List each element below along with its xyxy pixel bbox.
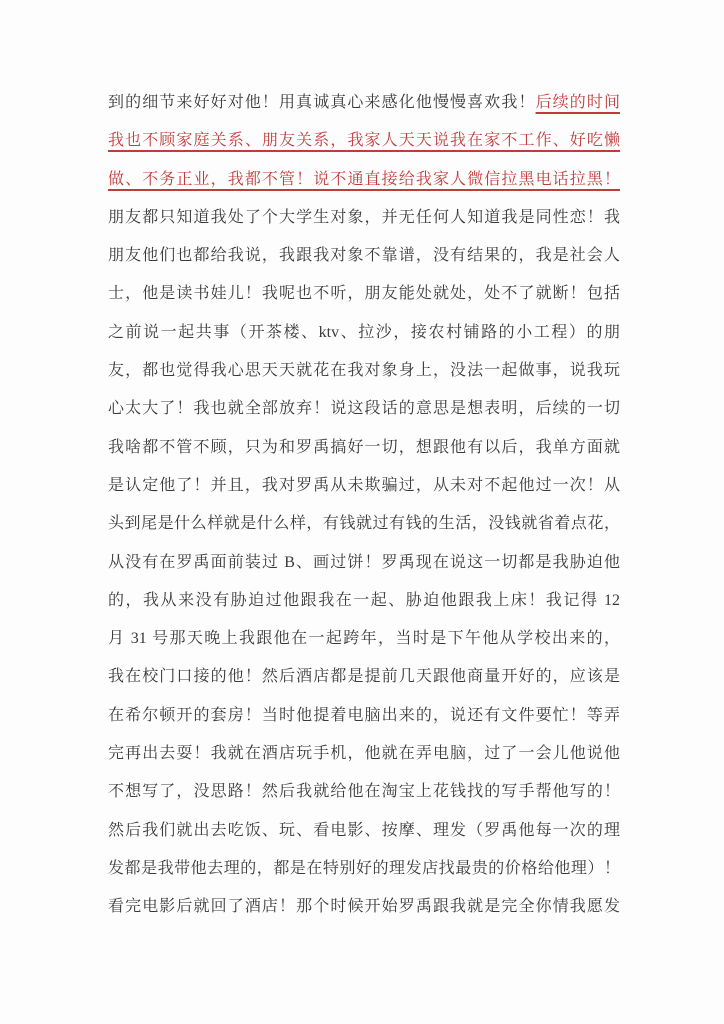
paragraph-text-segment: 从没有在罗禹面前装过 B、画过饼！罗禹现在说这一切都是我胁迫他 (108, 553, 620, 571)
text-line (108, 84, 620, 122)
text-line (108, 390, 620, 428)
text-line (108, 658, 620, 696)
paragraph-text-segment: 看完电影后就回了酒店！那个时候开始罗禹跟我就是完全你情我愿发 (108, 898, 620, 916)
text-line (108, 429, 620, 467)
text-line (108, 275, 620, 313)
highlighted-text-segment: 后续的时间 (535, 94, 620, 111)
paragraph-text-segment: 之前说一起共事（开茶楼、ktv、拉沙，接农村铺路的小工程）的朋 (108, 323, 620, 341)
paragraph-text-segment: 月 31 号那天晚上我跟他在一起跨年，当时是下午他从学校出来的， (108, 630, 620, 648)
paragraph-text-segment: 是认定他了！并且，我对罗禹从未欺骗过，从未对不起他过一次！从 (108, 476, 620, 494)
paragraph-text-segment: 的，我从来没有胁迫过他跟我在一起、胁迫他跟我上床！我记得 12 (108, 591, 620, 609)
highlighted-text-segment: 我也不顾家庭关系、朋友关系，我家人天天说我在家不工作、好吃懒 (108, 132, 620, 150)
paragraph-text-segment: 头到尾是什么样就是什么样，有钱就过有钱的生活，没钱就省着点花， (108, 515, 620, 533)
text-line (108, 122, 620, 160)
text-line (108, 237, 620, 275)
text-line (108, 314, 620, 352)
paragraph-text-segment: 在希尔顿开的套房！当时他提着电脑出来的，说还有文件要忙！等弄 (108, 706, 620, 724)
paragraph-text-segment: 心太大了！我也就全部放弃！说这段话的意思是想表明，后续的一切 (108, 400, 620, 418)
paragraph-text-segment: 友，都也觉得我心思天天就花在我对象身上，没法一起做事，说我玩 (108, 362, 620, 380)
paragraph-text-segment: 发都是我带他去理的，都是在特别好的理发店找最贵的价格给他理）！ (108, 859, 620, 877)
paragraph-text (108, 84, 620, 927)
text-line (108, 888, 620, 926)
text-line (108, 735, 620, 773)
highlighted-text-segment: 做、不务正业，我都不管！说不通直接给我家人微信拉黑电话拉黑！ (108, 170, 620, 188)
paragraph-text-segment: 朋友他们也都给我说，我跟我对象不靠谱，没有结果的，我是社会人 (108, 247, 620, 265)
text-line (108, 773, 620, 811)
text-line (108, 467, 620, 505)
text-line (108, 505, 620, 543)
paragraph-text-segment: 然后我们就出去吃饭、玩、看电影、按摩、理发（罗禹他每一次的理 (108, 821, 620, 839)
text-line (108, 161, 620, 199)
paragraph-text-segment: 完再出去耍！我就在酒店玩手机，他就在弄电脑，过了一会儿他说他 (108, 745, 620, 763)
paragraph-text-segment: 朋友都只知道我处了个大学生对象，并无任何人知道我是同性恋！我 (108, 208, 620, 226)
text-line (108, 352, 620, 390)
paragraph-text-segment: 士，他是读书娃儿！我呢也不听，朋友能处就处，处不了就断！包括 (108, 285, 620, 303)
paragraph-text-segment: 不想写了，没思路！然后我就给他在淘宝上花钱找的写手帮他写的！ (108, 783, 620, 801)
text-line (108, 812, 620, 850)
text-line (108, 199, 620, 237)
paragraph-text-segment: 我啥都不管不顾，只为和罗禹搞好一切，想跟他有以后，我单方面就 (108, 438, 620, 456)
paragraph-text-segment: 到的细节来好好对他！用真诚真心来感化他慢慢喜欢我！ (108, 94, 536, 111)
text-line (108, 544, 620, 582)
text-line (108, 850, 620, 888)
paragraph-text-segment: 我在校门口接的他！然后酒店都是提前几天跟他商量开好的，应该是 (108, 668, 620, 686)
text-line (108, 582, 620, 620)
text-line (108, 697, 620, 735)
text-line (108, 620, 620, 658)
